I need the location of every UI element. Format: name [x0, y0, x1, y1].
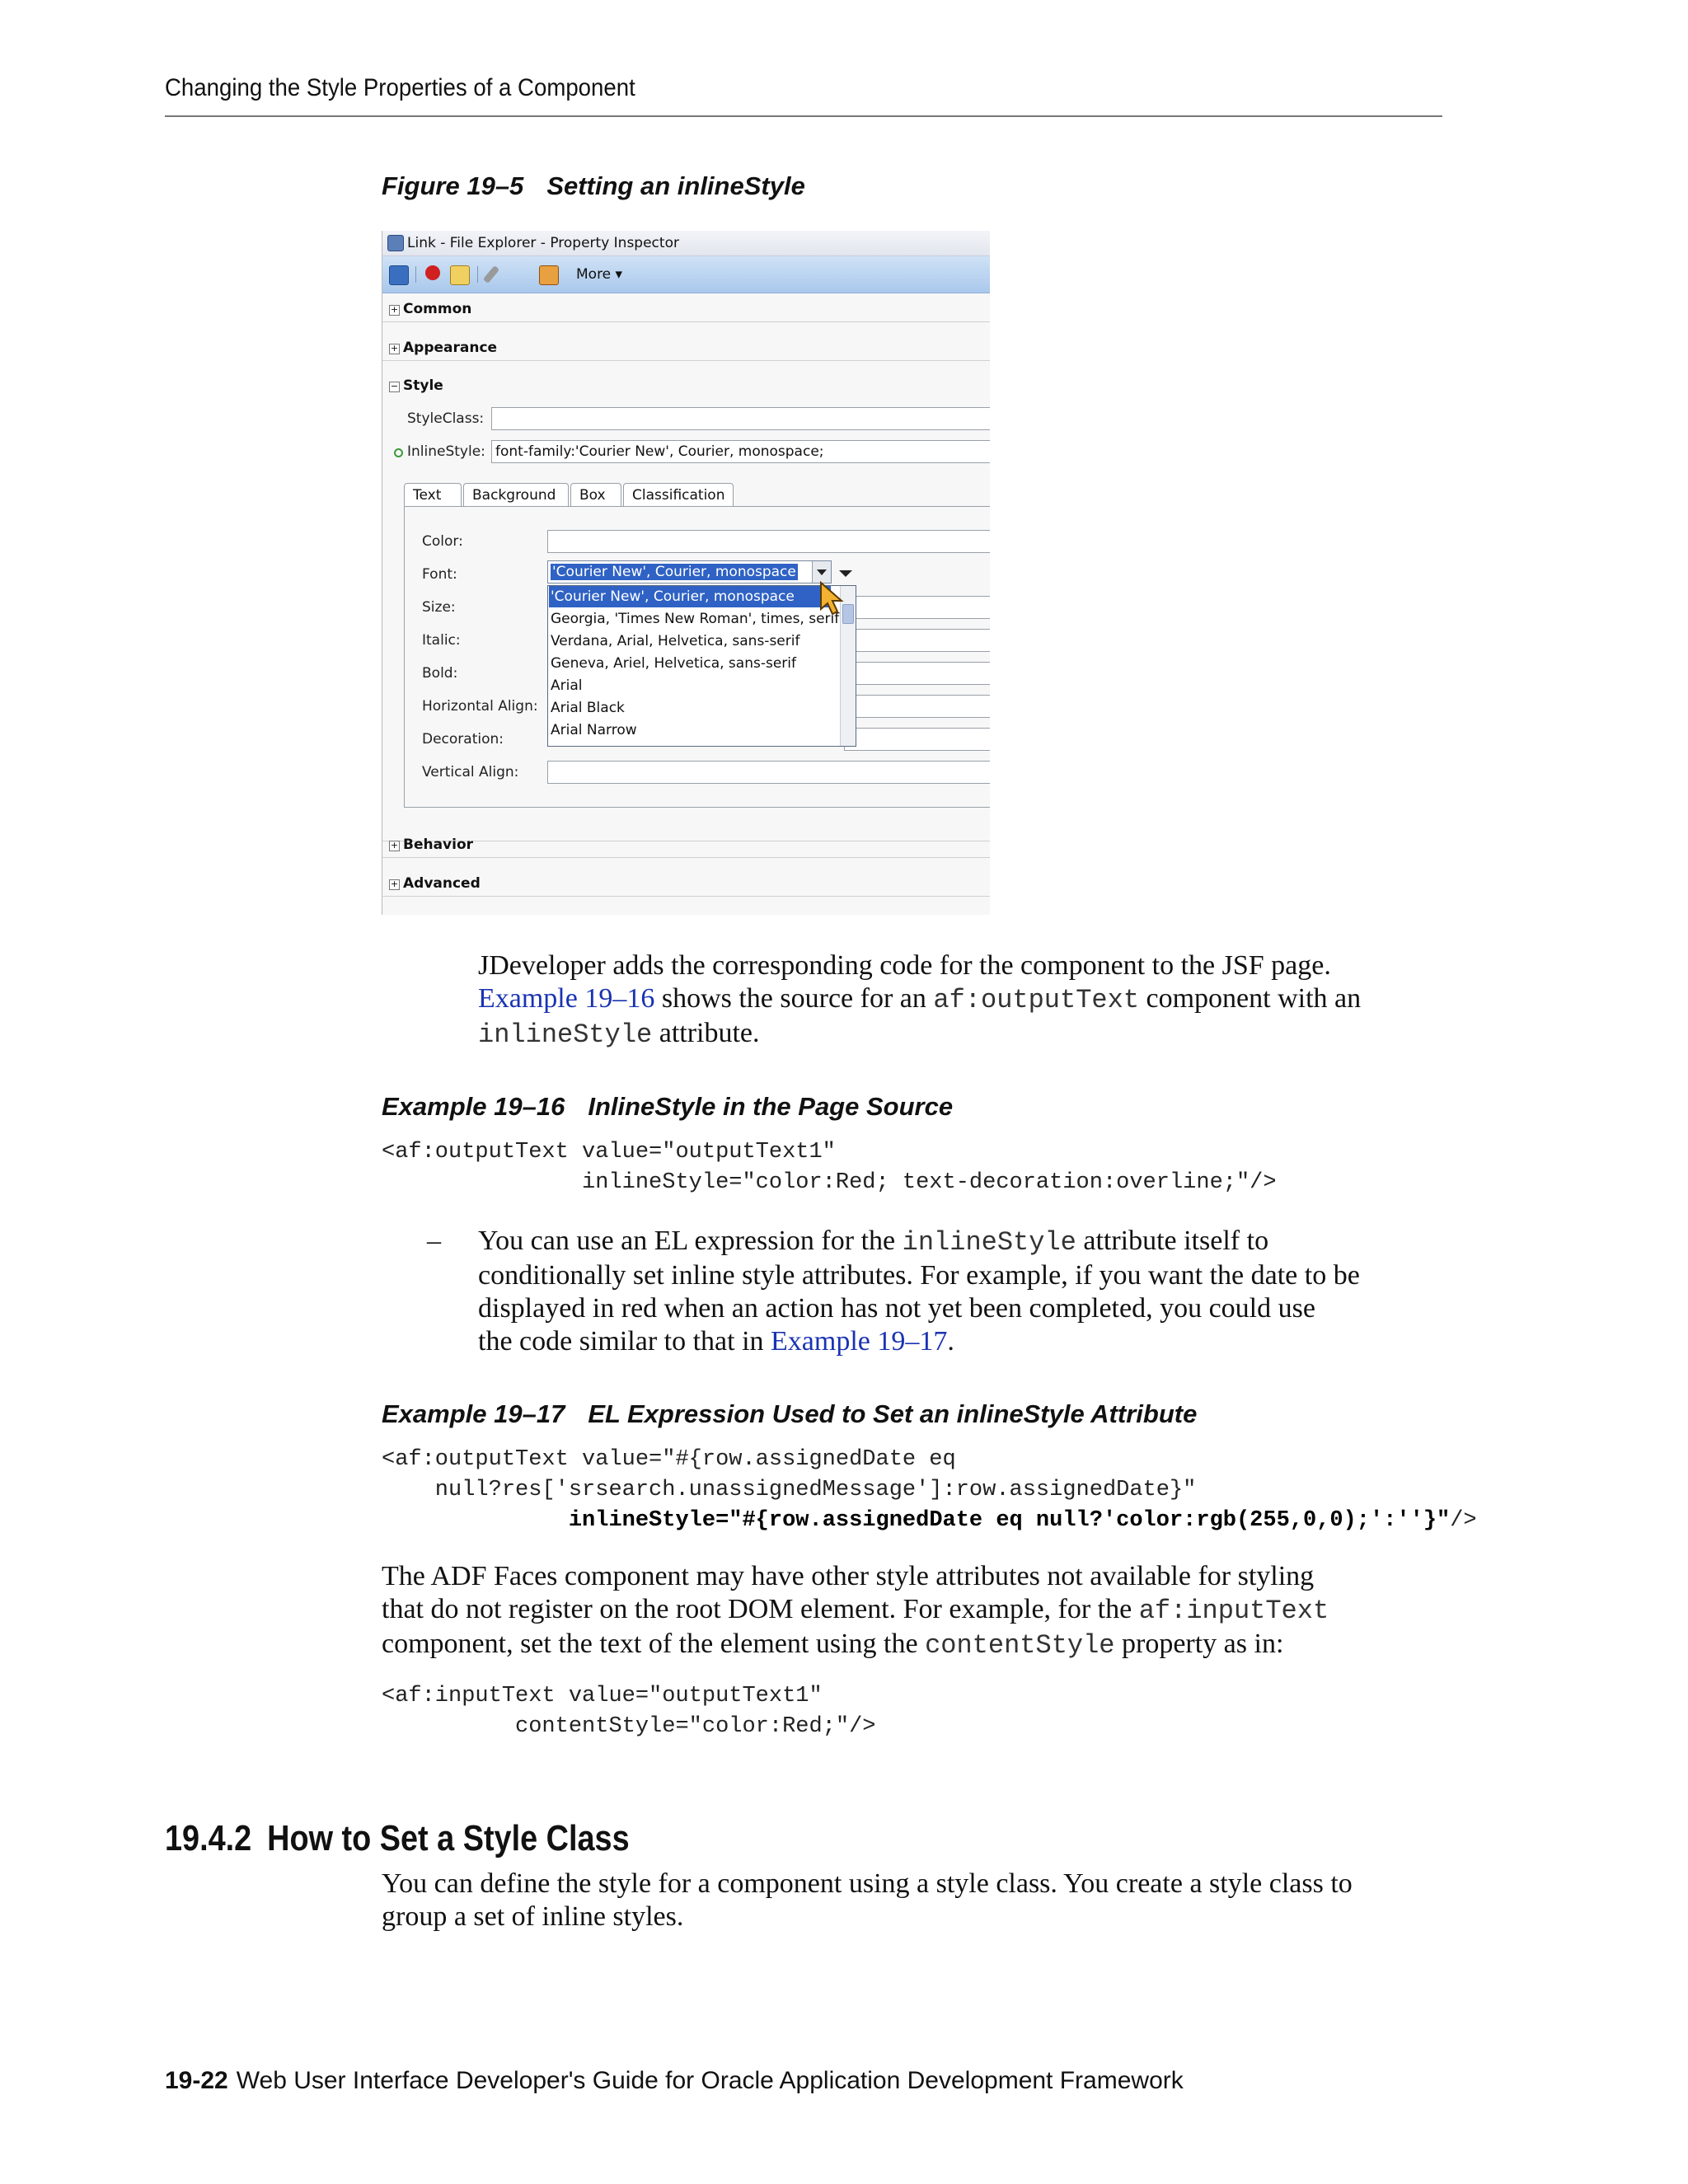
font-options-list	[547, 585, 856, 747]
paragraph-jdeveloper: JDeveloper adds the corresponding code for the component to the JSF page. Example 19–16 shows the source for an af:outputText component with an inlineStyle attribute.	[478, 950, 1362, 1050]
vertical-align-input[interactable]	[547, 761, 990, 784]
decoration-input[interactable]	[844, 728, 990, 751]
expand-icon: +	[390, 879, 399, 889]
page-footer	[165, 2067, 1184, 2095]
section-title: How to Set a Style Class	[267, 1818, 630, 1858]
italic-input[interactable]	[844, 629, 990, 652]
section-divider	[382, 857, 990, 858]
up-arrow-icon[interactable]	[389, 265, 409, 285]
input-text-code: <af:inputText value="outputText1" contentStyle="color:Red;"/>	[382, 1684, 876, 1739]
example-17-caption: Example 19–17 EL Expression Used to Set an inlineStyle Attribute	[382, 1399, 1198, 1428]
example-16-code: <af:outputText value="outputText1" inlineStyle="color:Red; text-decoration:overline;"/>	[382, 1140, 1277, 1195]
section-style[interactable]: − Style	[390, 377, 443, 394]
header-rule	[165, 115, 1442, 117]
property-inspector-screenshot	[382, 231, 990, 915]
font-option[interactable]: Arial Black	[551, 700, 625, 716]
bind-icon[interactable]	[539, 265, 559, 285]
vertical-align-label: Vertical Align:	[422, 764, 519, 780]
styleclass-label: StyleClass:	[407, 410, 485, 427]
section-heading	[165, 1818, 630, 1859]
section-common[interactable]: + Common	[390, 301, 472, 317]
dropdown-arrow-icon[interactable]	[839, 570, 852, 577]
bullet-el-expression: You can use an EL expression for the inlineStyle attribute itself to conditionally set inline style attributes. For example, if you want the date to be displayed in red when an action has not yet been completed, you could use the code similar to that in Example 19–17.	[478, 1226, 1360, 1357]
color-label: Color:	[422, 533, 463, 550]
window-titlebar	[382, 231, 990, 256]
expand-icon: +	[390, 840, 399, 851]
font-option[interactable]: Verdana, Arial, Helvetica, sans-serif	[551, 633, 800, 649]
horizontal-align-label: Horizontal Align:	[422, 698, 538, 715]
section-divider	[382, 321, 990, 322]
paragraph-style-class: You can define the style for a component using a style class. You create a style class to group a set of inline styles.	[382, 1868, 1353, 1932]
font-option[interactable]: Arial	[551, 677, 583, 694]
figure-number: Figure 19–5	[382, 171, 524, 200]
pencil-icon[interactable]	[483, 265, 499, 284]
mouse-pointer-icon	[819, 581, 847, 617]
font-option[interactable]: Georgia, 'Times New Roman', times, serif	[551, 611, 840, 627]
chevron-down-icon[interactable]	[812, 561, 831, 583]
font-select[interactable]	[547, 560, 832, 583]
inlinestyle-input[interactable]: font-family:'Courier New', Courier, monospace;	[491, 440, 990, 463]
modified-indicator-icon	[394, 448, 403, 457]
toolbar-separator	[477, 266, 478, 283]
book-title: Web User Interface Developer's Guide for Oracle Application Development Framework	[236, 2067, 1184, 2094]
font-option[interactable]: Geneva, Ariel, Helvetica, sans-serif	[551, 655, 796, 672]
bold-input[interactable]	[844, 662, 990, 685]
italic-label: Italic:	[422, 632, 461, 649]
expand-icon: +	[390, 343, 399, 354]
bold-label: Bold:	[422, 665, 458, 682]
pin-icon[interactable]	[425, 265, 440, 280]
section-number: 19.4.2	[165, 1818, 252, 1858]
figure-title: Setting an inlineStyle	[546, 171, 805, 200]
link-example-19-17[interactable]: Example 19–17	[771, 1326, 948, 1357]
font-option[interactable]: Arial Narrow	[551, 722, 637, 738]
tab-text[interactable]: Text	[404, 483, 462, 506]
inlinestyle-label: InlineStyle:	[407, 443, 485, 460]
figure-caption	[382, 171, 805, 201]
horizontal-align-input[interactable]	[844, 695, 990, 718]
collapse-icon: −	[390, 381, 399, 391]
section-advanced[interactable]: + Advanced	[390, 875, 481, 892]
page-number: 19-22	[165, 2067, 228, 2094]
example-16-caption: Example 19–16 InlineStyle in the Page Source	[382, 1092, 954, 1121]
tab-box[interactable]: Box	[570, 483, 621, 506]
expand-icon: +	[390, 304, 399, 315]
section-behavior[interactable]: + Behavior	[390, 837, 474, 853]
font-option[interactable]: 'Courier New', Courier, monospace	[549, 586, 831, 607]
edit-doc-icon[interactable]	[450, 265, 470, 285]
tab-classification[interactable]: Classification	[623, 483, 734, 506]
font-label: Font:	[422, 566, 457, 583]
styleclass-input[interactable]	[491, 407, 990, 430]
example-17-code: <af:outputText value="#{row.assignedDate eq null?res['srsearch.unassignedMessage']:row.assignedDate}" inlineStyle="#{row.assignedDate eq null?'color:rgb(255,0,0);':''}"/>	[382, 1447, 1477, 1533]
inspector-toolbar	[382, 256, 990, 293]
section-divider	[382, 360, 990, 361]
link-example-19-16[interactable]: Example 19–16	[478, 983, 655, 1014]
section-divider	[382, 896, 990, 897]
tab-background[interactable]: Background	[463, 483, 569, 506]
size-label: Size:	[422, 599, 456, 616]
window-icon	[387, 235, 404, 251]
color-input[interactable]	[547, 530, 990, 553]
running-header: Changing the Style Properties of a Component	[165, 74, 635, 101]
bullet-dash: –	[427, 1226, 441, 1256]
paragraph-adf-faces: The ADF Faces component may have other style attributes not available for styling that do not register on the root DOM element. For example, for the af:inputText component, set the text of the element using the contentStyle property as in:	[382, 1561, 1329, 1661]
toolbar-separator	[415, 266, 416, 283]
decoration-label: Decoration:	[422, 731, 504, 748]
size-input[interactable]	[844, 596, 990, 619]
window-title: Link - File Explorer - Property Inspector	[407, 235, 679, 251]
more-menu-button[interactable]: More ▾	[576, 266, 623, 283]
section-appearance[interactable]: + Appearance	[390, 340, 498, 356]
font-selected-value: 'Courier New', Courier, monospace	[552, 564, 796, 580]
